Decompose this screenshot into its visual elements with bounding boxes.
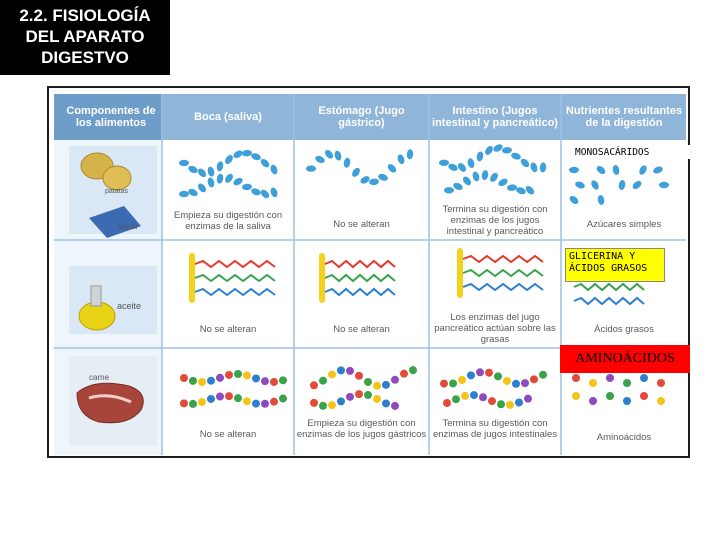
fatty-acid-chain xyxy=(195,275,275,281)
glucose-bead xyxy=(359,175,371,186)
amino-acid-bead xyxy=(337,366,345,374)
amino-acid-bead xyxy=(243,397,251,405)
fatty-acid-chain xyxy=(195,289,275,295)
amino-acid-bead xyxy=(606,374,614,382)
amino-acid-bead xyxy=(252,374,260,382)
amino-acid-bead xyxy=(640,374,648,382)
amino-acid-bead xyxy=(515,399,523,407)
glucose-bead xyxy=(476,151,484,162)
amino-acid-bead xyxy=(452,395,460,403)
amino-acid-bead xyxy=(319,377,327,385)
title-line-3: DIGESTVO xyxy=(41,48,129,67)
amino-acid-bead xyxy=(373,395,381,403)
glucose-bead xyxy=(444,187,454,193)
glucose-bead xyxy=(484,145,495,157)
amino-acid-bead xyxy=(355,390,363,398)
glucose-bead xyxy=(323,148,334,160)
glucose-bead xyxy=(343,157,351,168)
glucose-bead xyxy=(250,152,262,161)
row1-nutrientes: Azúcares simples xyxy=(586,219,662,230)
header-boca: Boca (saliva) xyxy=(194,111,262,123)
glucose-bead xyxy=(196,182,207,194)
amino-acid-bead xyxy=(400,370,408,378)
amino-acid-bead xyxy=(279,395,287,403)
amino-acid-bead xyxy=(657,379,665,387)
fatty-acid-chain xyxy=(463,284,543,290)
glucose-bead xyxy=(574,180,586,189)
amino-acid-bead xyxy=(364,378,372,386)
row3-estomago: Empieza su digestión con enzimas de los jugos gástricos xyxy=(296,418,427,440)
fatty-acid-chain xyxy=(325,261,395,267)
glucose-bead xyxy=(216,161,224,172)
amino-acid-bead xyxy=(216,393,224,401)
amino-acid-bead xyxy=(207,395,215,403)
amino-acid-bead xyxy=(373,382,381,390)
glucose-bead xyxy=(406,149,413,160)
glucose-bead xyxy=(590,179,601,191)
amino-acid-bead xyxy=(589,379,597,387)
amino-acid-bead xyxy=(623,379,631,387)
amino-acid-bead xyxy=(346,393,354,401)
glucose-bead xyxy=(242,150,253,157)
glucose-bead xyxy=(638,164,649,176)
amino-acid-bead xyxy=(391,376,399,384)
amino-acid-bead xyxy=(458,376,466,384)
glucose-bead xyxy=(224,172,235,184)
glucose-bead xyxy=(467,157,476,168)
fatty-acid-chain xyxy=(463,270,543,276)
amino-acid-bead xyxy=(234,370,242,378)
glucose-bead xyxy=(618,180,626,191)
amino-acid-bead xyxy=(409,366,417,374)
amino-acid-bead xyxy=(198,378,206,386)
glucose-bead xyxy=(447,162,459,172)
amino-acid-bead xyxy=(310,381,318,389)
food-label-azucar: azúcar xyxy=(117,224,139,231)
amino-acid-bead xyxy=(443,399,451,407)
glucose-bead xyxy=(502,147,513,154)
glucose-bead xyxy=(507,184,518,191)
row2-nutrientes: Ácidos grasos xyxy=(594,324,654,335)
amino-acid-bead xyxy=(234,394,242,402)
glucose-bead xyxy=(216,173,224,184)
amino-acid-bead xyxy=(476,368,484,376)
amino-acid-bead xyxy=(488,397,496,405)
fatty-acid-chain xyxy=(574,298,644,304)
glucose-bead xyxy=(224,154,235,166)
row1-intestino: Termina su digestión con enzimas de los jugos intestinal y pancreático xyxy=(442,204,548,237)
row2-intestino: Los enzimas del jugo pancreático actúan sobre las grasas xyxy=(434,312,556,345)
amino-acid-bead xyxy=(270,378,278,386)
amino-acid-bead xyxy=(449,379,457,387)
fatty-acid-chain xyxy=(195,261,275,267)
glucose-bead xyxy=(631,179,643,190)
glucose-bead xyxy=(612,165,620,176)
amino-acid-bead xyxy=(589,397,597,405)
glucose-bead xyxy=(259,157,271,169)
amino-acid-bead xyxy=(497,400,505,408)
glucose-bead xyxy=(489,171,500,183)
amino-acid-bead xyxy=(328,370,336,378)
glucose-bead xyxy=(461,175,472,187)
amino-acid-bead xyxy=(440,380,448,388)
amino-acid-bead xyxy=(606,392,614,400)
amino-acid-bead xyxy=(270,398,278,406)
glucose-bead xyxy=(529,162,538,174)
amino-acid-bead xyxy=(623,397,631,405)
glucose-bead xyxy=(472,171,481,182)
glucose-bead xyxy=(569,167,579,173)
glucose-bead xyxy=(196,167,207,179)
glucose-bead xyxy=(179,160,189,166)
amino-acid-bead xyxy=(225,371,233,379)
glucose-bead xyxy=(456,162,467,174)
glucose-bead xyxy=(314,154,326,164)
callout-aminoacidos: AMINOÁCIDOS xyxy=(560,345,690,373)
amino-acid-bead xyxy=(207,377,215,385)
glucose-bead xyxy=(519,157,531,169)
amino-acid-bead xyxy=(539,371,547,379)
glucose-bead xyxy=(334,150,343,161)
title-line-1: 2.2. FISIOLOGÍA xyxy=(19,6,151,25)
header-estomago: Estómago (Jugo gástrico) xyxy=(318,105,405,129)
amino-acid-bead xyxy=(467,371,475,379)
amino-acid-bead xyxy=(180,374,188,382)
glycerol-bar xyxy=(189,253,195,303)
amino-acid-bead xyxy=(355,372,363,380)
amino-acid-bead xyxy=(337,397,345,405)
amino-acid-bead xyxy=(512,380,520,388)
amino-acid-bead xyxy=(364,391,372,399)
glucose-bead xyxy=(595,164,607,175)
amino-acid-bead xyxy=(572,392,580,400)
glucose-bead xyxy=(269,187,278,199)
glucose-bead xyxy=(207,166,216,177)
amino-acid-bead xyxy=(310,399,318,407)
glucose-bead xyxy=(497,177,509,188)
glucose-bead xyxy=(652,165,664,174)
slide-title xyxy=(0,0,170,75)
amino-acid-bead xyxy=(524,395,532,403)
callout-monosacaridos: MONOSACÁRIDOS xyxy=(572,145,690,159)
amino-acid-bead xyxy=(485,369,493,377)
amino-acid-bead xyxy=(640,392,648,400)
glucose-bead xyxy=(207,177,216,188)
callout-glicerina: GLICERINA Y ÁCIDOS GRASOS xyxy=(565,248,665,282)
row3-intestino: Termina su digestión con enzimas de jugos intestinales xyxy=(432,418,558,440)
amino-acid-bead xyxy=(319,402,327,410)
row1-boca: Empieza su digestión con enzimas de la saliva xyxy=(173,210,283,232)
amino-acid-bead xyxy=(180,399,188,407)
amino-acid-bead xyxy=(391,402,399,410)
glycerol-bar xyxy=(457,248,463,298)
glucose-bead xyxy=(187,187,199,197)
amino-acid-bead xyxy=(503,377,511,385)
amino-acid-bead xyxy=(189,377,197,385)
amino-acid-bead xyxy=(261,400,269,408)
amino-acid-bead xyxy=(494,372,502,380)
glucose-bead xyxy=(232,176,244,187)
amino-acid-bead xyxy=(657,397,665,405)
glucose-bead xyxy=(242,183,253,190)
amino-acid-bead xyxy=(572,374,580,382)
glucose-bead xyxy=(369,178,380,185)
glycerol-bar xyxy=(319,253,325,303)
amino-acid-bead xyxy=(382,399,390,407)
row3-nutrientes: Aminoácidos xyxy=(596,432,652,443)
header-intestino: Intestino (Jugos intestinal y pancreático) xyxy=(432,105,558,129)
glucose-bead xyxy=(439,160,449,166)
food-label-patatas: patatas xyxy=(105,188,128,195)
glucose-bead xyxy=(659,182,669,188)
amino-acid-bead xyxy=(521,379,529,387)
glucose-bead xyxy=(377,173,389,182)
amino-acid-bead xyxy=(479,393,487,401)
glucose-bead xyxy=(568,194,580,205)
amino-acid-bead xyxy=(225,392,233,400)
fatty-acid-chain xyxy=(463,256,543,262)
fatty-acid-chain xyxy=(325,289,395,295)
glucose-bead xyxy=(386,163,398,175)
header-components: Componentes de los alimentos xyxy=(66,105,156,129)
fatty-acid-chain xyxy=(325,275,395,281)
header-nutrientes: Nutrientes resultantes de la digestión xyxy=(565,105,683,129)
glucose-bead xyxy=(524,184,536,196)
row1-estomago: No se alteran xyxy=(333,219,390,230)
amino-acid-bead xyxy=(382,381,390,389)
fatty-acid-chain xyxy=(574,284,644,290)
title-line-2: DEL APARATO xyxy=(25,27,145,46)
glucose-bead xyxy=(351,166,362,178)
amino-acid-bead xyxy=(189,400,197,408)
amino-acid-bead xyxy=(346,367,354,375)
glucose-bead xyxy=(250,187,262,196)
amino-acid-bead xyxy=(470,391,478,399)
glucose-bead xyxy=(306,165,316,171)
amino-acid-bead xyxy=(461,392,469,400)
amino-acid-bead xyxy=(216,374,224,382)
amino-acid-bead xyxy=(243,371,251,379)
glucose-bead xyxy=(259,188,271,200)
row2-boca: No se alteran xyxy=(199,324,257,335)
row2-estomago: No se alteran xyxy=(333,324,390,335)
amino-acid-bead xyxy=(198,398,206,406)
glucose-bead xyxy=(269,164,278,176)
row3-boca: No se alteran xyxy=(199,429,257,440)
amino-acid-bead xyxy=(279,376,287,384)
glucose-bead xyxy=(481,170,489,181)
amino-acid-bead xyxy=(506,401,514,409)
glucose-bead xyxy=(539,162,546,173)
amino-acid-bead xyxy=(261,377,269,385)
glucose-bead xyxy=(179,191,189,197)
amino-acid-bead xyxy=(252,400,260,408)
food-label-carne: carne xyxy=(89,373,110,382)
glucose-bead xyxy=(232,149,244,160)
amino-acid-bead xyxy=(328,401,336,409)
glucose-bead xyxy=(187,164,199,174)
glucose-bead xyxy=(492,143,504,154)
glucose-bead xyxy=(510,151,522,160)
amino-acid-bead xyxy=(530,375,538,383)
food-label-aceite: aceite xyxy=(117,301,142,311)
glucose-bead xyxy=(396,153,405,165)
glucose-bead xyxy=(597,195,605,206)
